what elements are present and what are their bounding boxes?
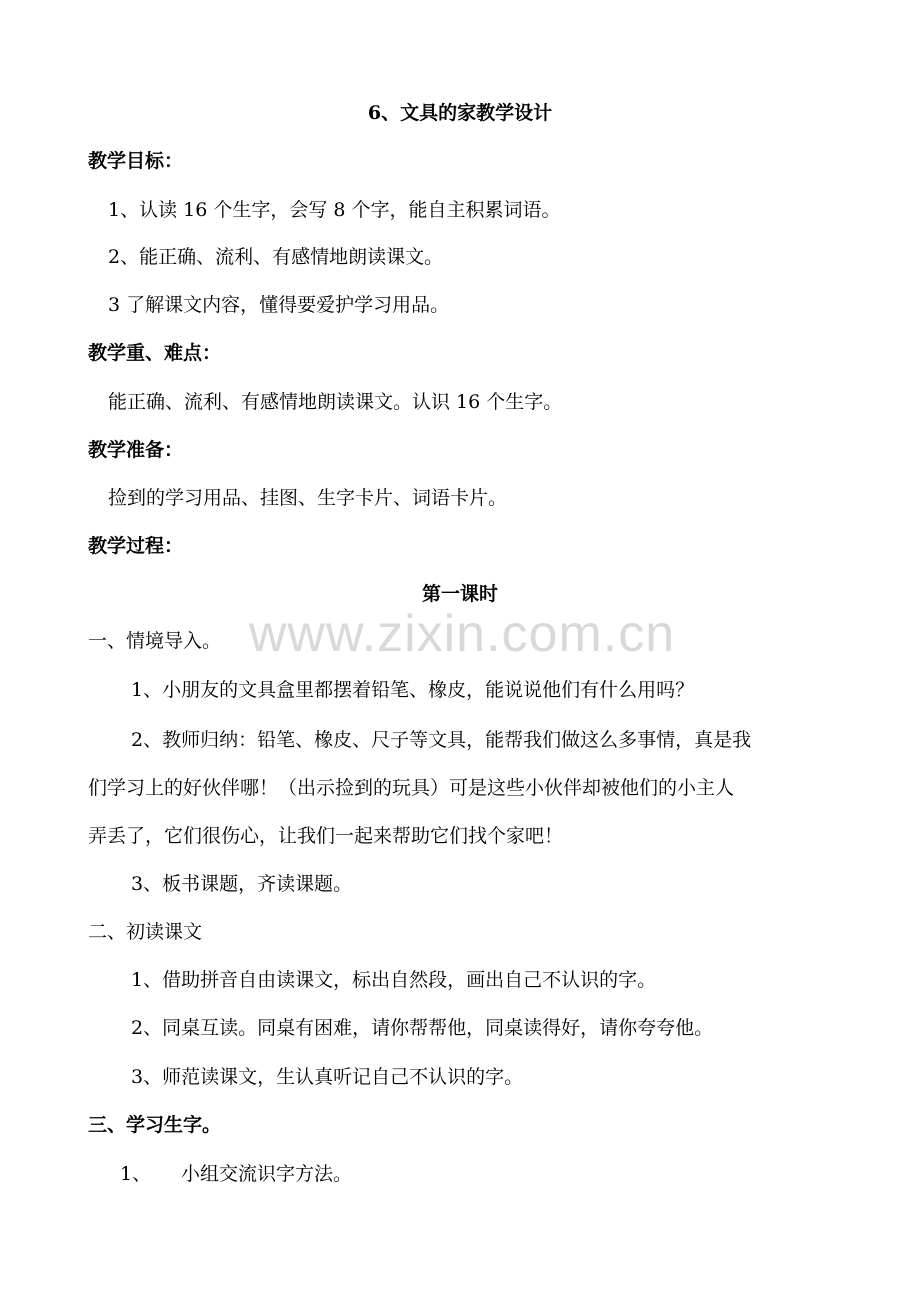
part1-item: 2、教师归纳：铅笔、橡皮、尺子等文具，能帮我们做这么多事情，真是我 [131,729,752,751]
key-points-text: 能正确、流利、有感情地朗读课文。认识 16 个生字。 [108,391,563,413]
process-heading: 教学过程： [88,535,184,557]
goal-item: 1、认读 16 个生字，会写 8 个字，能自主积累词语。 [108,199,561,221]
goal-item: 3 了解课文内容，懂得要爱护学习用品。 [108,294,450,316]
part2-item: 2、同桌互读。同桌有困难，请你帮帮他，同桌读得好，请你夸夸他。 [131,1017,714,1039]
part1-item: 3、板书课题，齐读课题。 [131,873,353,895]
part3-item-number: 1、 [120,1163,152,1185]
document-title: 6、文具的家教学设计 [367,102,553,124]
preparation-text: 捡到的学习用品、挂图、生字卡片、词语卡片。 [108,487,508,509]
part1-heading: 一、情境导入。 [88,630,222,652]
watermark: www.zixin.com.cn [248,605,676,663]
key-points-heading: 教学重、难点： [88,342,222,364]
lesson-title: 第一课时 [421,583,498,605]
part3-item-text: 小组交流识字方法。 [181,1163,353,1185]
part3-heading: 三、学习生字。 [88,1114,222,1136]
goals-heading: 教学目标： [88,150,184,172]
goal-item: 2、能正确、流利、有感情地朗读课文。 [108,246,444,268]
part2-item: 3、师范读课文，生认真听记自己不认识的字。 [131,1066,524,1088]
preparation-heading: 教学准备： [88,439,184,461]
part2-heading: 二、初读课文 [88,921,203,943]
part1-item-continued: 弄丢了，它们很伤心，让我们一起来帮助它们找个家吧！ [88,825,564,847]
part1-item-continued: 们学习上的好伙伴哪！（出示捡到的玩具）可是这些小伙伴却被他们的小主人 [88,777,735,799]
part1-item: 1、小朋友的文具盒里都摆着铅笔、橡皮，能说说他们有什么用吗？ [131,679,695,701]
part2-item: 1、借助拼音自由读课文，标出自然段，画出自己不认识的字。 [131,969,657,991]
